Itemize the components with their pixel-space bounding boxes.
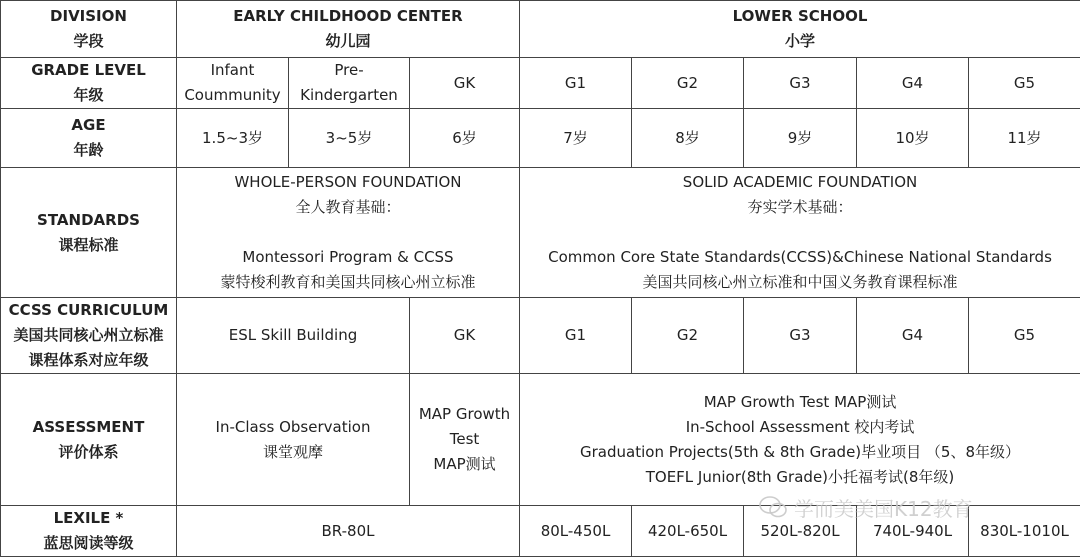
- grade-level-row: [1, 58, 1080, 109]
- early-childhood-header: EARLY CHILDHOOD CENTER 幼儿园: [177, 1, 520, 58]
- lexile-g1: 80L-450L: [520, 506, 632, 557]
- ccss-g3: G3: [744, 298, 857, 374]
- grade-g2: G2: [632, 58, 744, 109]
- age-cell: 11岁: [969, 109, 1080, 168]
- age-cell: 1.5~3岁: [177, 109, 289, 168]
- standards-lower: SOLID ACADEMIC FOUNDATION 夯实学术基础： Common Core State Standards(CCSS)&Chinese National Standards 美国共同核心州立标准和中国义务教育课程标准: [520, 168, 1080, 298]
- assessment-gk: MAP Growth Test MAP测试: [410, 374, 520, 506]
- standards-early: WHOLE-PERSON FOUNDATION 全人教育基础： Montessori Program & CCSS 蒙特梭利教育和美国共同核心州立标准: [177, 168, 520, 298]
- lexile-early: BR-80L: [177, 506, 520, 557]
- age-cell: 3~5岁: [289, 109, 410, 168]
- grade-g5: G5: [969, 58, 1080, 109]
- age-header: AGE 年龄: [1, 109, 177, 168]
- ccss-g5: G5: [969, 298, 1080, 374]
- standards-row: [1, 168, 1080, 298]
- age-cell: 9岁: [744, 109, 857, 168]
- assessment-lower: MAP Growth Test MAP测试 In-School Assessment 校内考试 Graduation Projects(5th & 8th Grade)毕业项目 （5、8年级） TOEFL Junior(8th Grade)小托福考试(8年级): [520, 374, 1080, 506]
- ccss-row: [1, 298, 1080, 374]
- lower-school-header: LOWER SCHOOL 小学: [520, 1, 1080, 58]
- standards-header: STANDARDS 课程标准: [1, 168, 177, 298]
- grade-g3: G3: [744, 58, 857, 109]
- ccss-header: CCSS CURRICULUM 美国共同核心州立标准 课程体系对应年级: [1, 298, 177, 374]
- ccss-g2: G2: [632, 298, 744, 374]
- grade-prek: Pre- Kindergarten: [289, 58, 410, 109]
- division-header: DIVISION 学段: [1, 1, 177, 58]
- ccss-g1: G1: [520, 298, 632, 374]
- grade-gk: GK: [410, 58, 520, 109]
- ccss-g4: G4: [857, 298, 969, 374]
- watermark-text: 学而美美国K12教育: [794, 493, 973, 522]
- grade-g4: G4: [857, 58, 969, 109]
- age-cell: 8岁: [632, 109, 744, 168]
- grade-g1: G1: [520, 58, 632, 109]
- lexile-header: LEXILE * 蓝思阅读等级: [1, 506, 177, 557]
- lexile-g4: 740L-940L: [857, 506, 969, 557]
- age-row: [1, 109, 1080, 168]
- lexile-g2: 420L-650L: [632, 506, 744, 557]
- division-row: [1, 1, 1080, 58]
- assessment-early: In-Class Observation 课堂观摩: [177, 374, 410, 506]
- lexile-row: [1, 506, 1080, 557]
- assessment-row: [1, 374, 1080, 506]
- ccss-esl: ESL Skill Building: [177, 298, 410, 374]
- grade-level-header: GRADE LEVEL 年级: [1, 58, 177, 109]
- age-cell: 6岁: [410, 109, 520, 168]
- lexile-g3: 520L-820L: [744, 506, 857, 557]
- lexile-g5: 830L-1010L: [969, 506, 1080, 557]
- age-cell: 10岁: [857, 109, 969, 168]
- age-cell: 7岁: [520, 109, 632, 168]
- ccss-gk: GK: [410, 298, 520, 374]
- grade-infant: Infant Coummunity: [177, 58, 289, 109]
- assessment-header: ASSESSMENT 评价体系: [1, 374, 177, 506]
